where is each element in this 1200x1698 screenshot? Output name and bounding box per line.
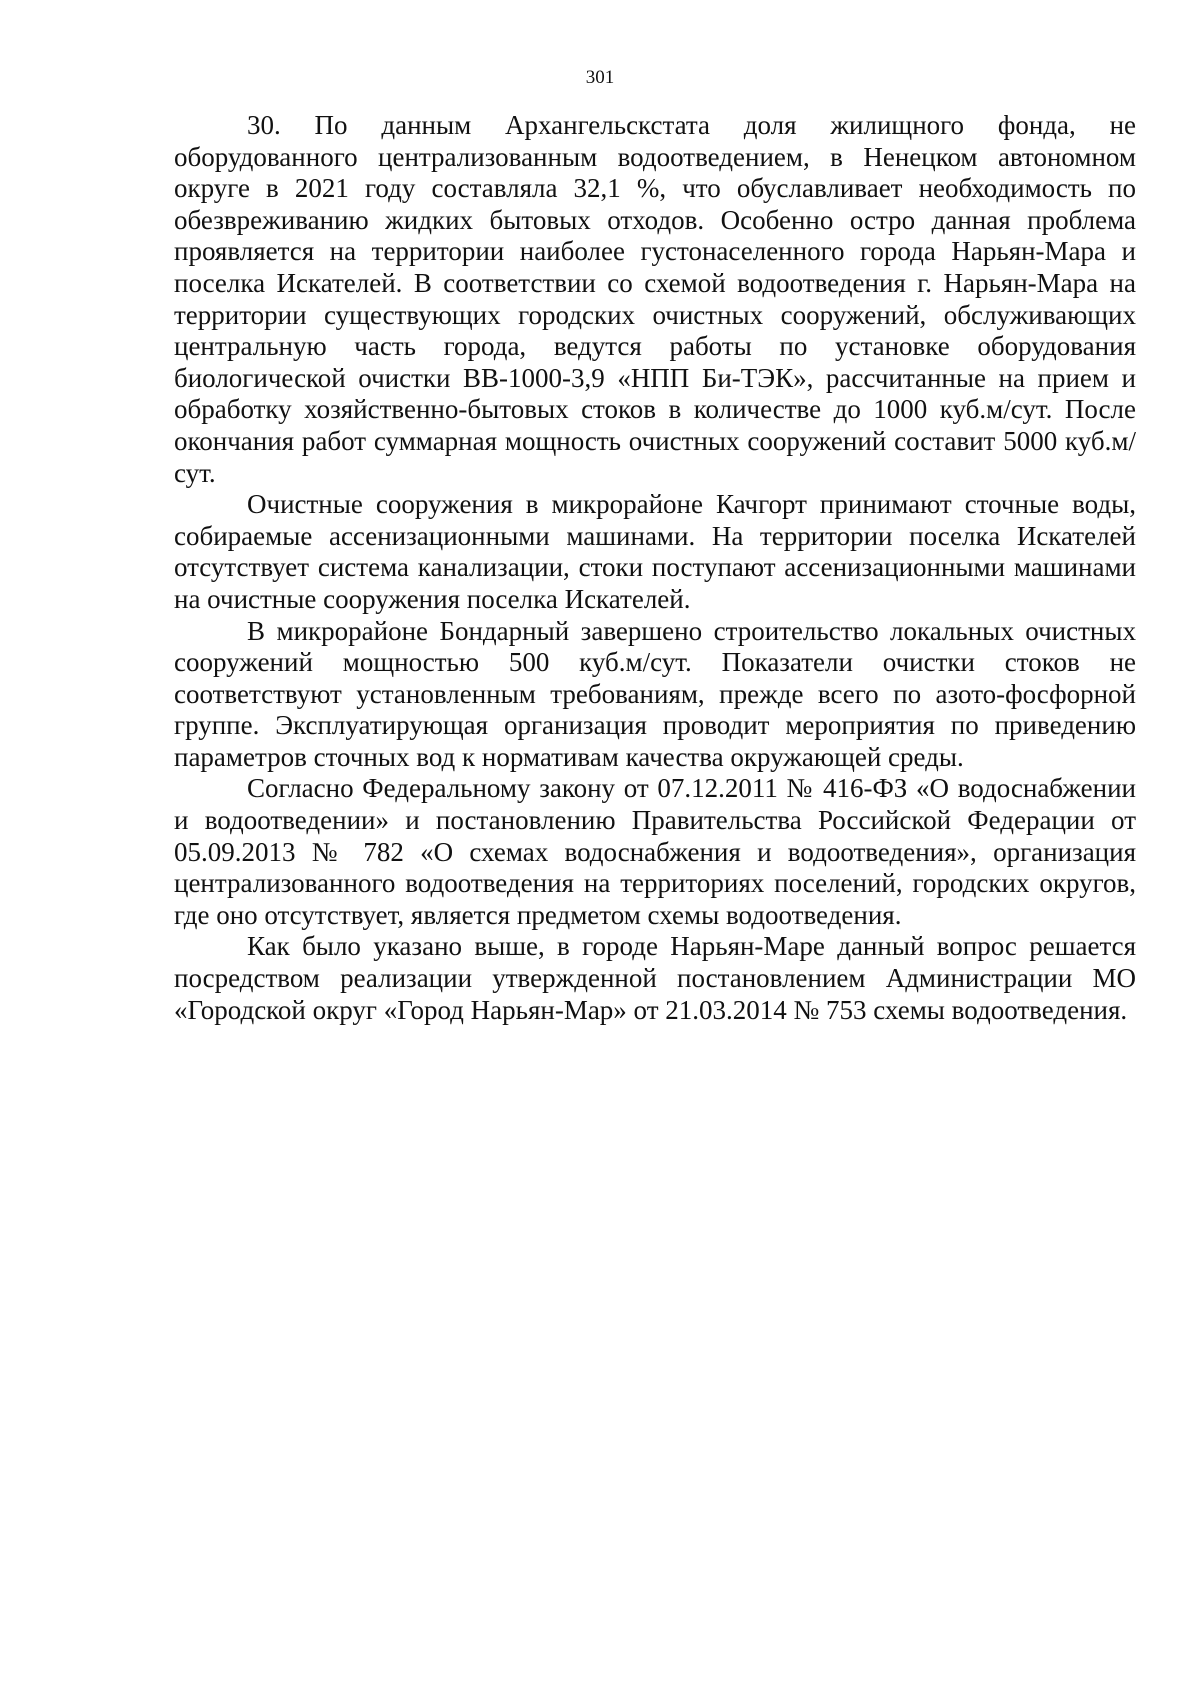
paragraph-bondarny-treatment: В микрорайоне Бондарный завершено строительство локальных очистных сооружений мощностью 500 куб.м/сут. Показатели очистки стоков не соответствуют установленным требованиям, прежде всего по азото-фосфорной группе. Эксплуатирующая организация проводит мероприятия по приведению параметров сточных вод к нормативам качества окружающей среды.: [174, 615, 1136, 772]
document-body: [174, 110, 1136, 1026]
paragraph-household-stock-sewerage: 30. По данным Архангельскстата доля жилищного фонда, не оборудованного централизованным водоотведением, в Ненецком автономном округе в 2021 году составляла 32,1 %, что обуславливает необходимость по обезвреживанию жидких бытовых отходов. Особенно остро данная проблема проявляется на территории наиболее густонаселенного города Нарьян-Мара и поселка Искателей. В соответствии со схемой водоотведения г. Нарьян-Мара на территории существующих городских очистных сооружений, обслуживающих центральную часть города, ведутся работы по установке оборудования биологической очистки ВВ-1000-3,9 «НПП Би-ТЭК», рассчитанные на прием и обработку хозяйственно-бытовых стоков в количестве до 1000 куб.м/сут. После окончания работ суммарная мощность очистных сооружений составит 5000 куб.м/сут.: [174, 110, 1136, 488]
paragraph-naryan-mar-scheme: Как было указано выше, в городе Нарьян-Маре данный вопрос решается посредством реализации утвержденной постановлением Администрации МО «Городской округ «Город Нарьян-Мар» от 21.03.2014 № 753 схемы водоотведения.: [174, 931, 1136, 1025]
paragraph-kachgort-treatment: Очистные сооружения в микрорайоне Качгорт принимают сточные воды, собираемые ассенизационными машинами. На территории поселка Искателей отсутствует система канализации, стоки поступают ассенизационными машинами на очистные сооружения поселка Искателей.: [174, 489, 1136, 614]
paragraph-federal-law: Согласно Федеральному закону от 07.12.2011 № 416-ФЗ «О водоснабжении и водоотведении» и постановлению Правительства Российской Федерации от 05.09.2013 № 782 «О схемах водоснабжения и водоотведения», организация централизованного водоотведения на территориях поселений, городских округов, где оно отсутствует, является предметом схемы водоотведения.: [174, 773, 1136, 930]
page-number: 301: [585, 67, 615, 88]
